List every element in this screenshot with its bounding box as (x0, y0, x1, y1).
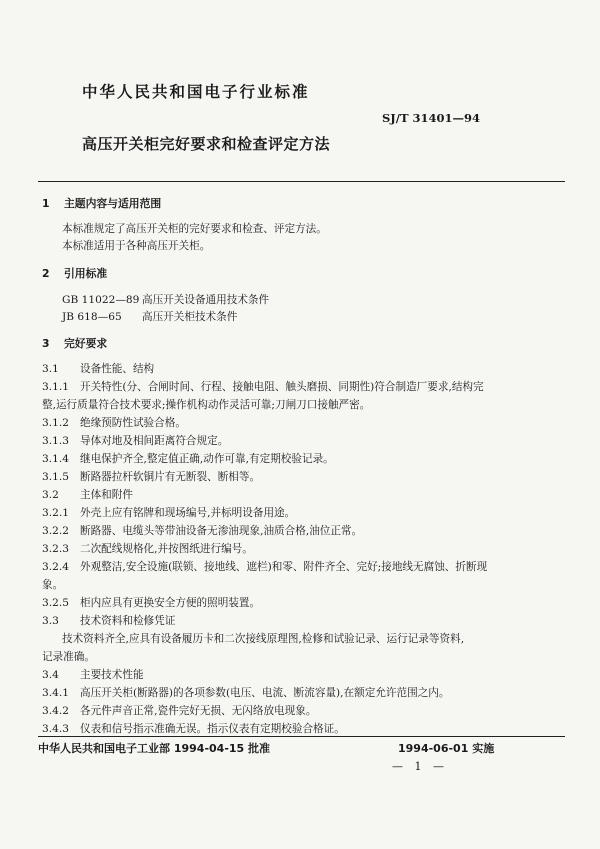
clause-line: 3.2.1 外壳上应有铭牌和现场编号,并标明设备用途。 (42, 507, 296, 519)
issuer-title: 中华人民共和国电子行业标准 (82, 83, 310, 101)
clause-line: 3.3 技术资料和检修凭证 (42, 615, 176, 627)
clause-line: 3.4.3 仪表和信号指示准确无误。指示仪表有定期校验合格证。 (42, 723, 345, 735)
clause-line: 3.2.5 柜内应具有更换安全方便的照明装置。 (42, 597, 261, 609)
implementation-date: 1994-06-01 实施 (398, 742, 495, 755)
approval-line: 中华人民共和国电子工业部 1994-04-15 批准 (38, 742, 271, 755)
paragraph: 本标准规定了高压开关柜的完好要求和检查、评定方法。 (62, 223, 327, 235)
reference-item (62, 292, 269, 307)
footer-divider (38, 736, 565, 737)
section-2-heading (42, 266, 107, 281)
clause-line: 技术资料齐全,应具有设备履历卡和二次接线原理图,检修和试验记录、运行记录等资料, (62, 633, 465, 645)
clause-line: 3.1.4 继电保护齐全,整定值正确,动作可靠,有定期校验记录。 (42, 453, 334, 465)
clause-line: 3.4.1 高压开关柜(断路器)的各项参数(电压、电流、断流容量),在额定允许范围之内。 (42, 687, 450, 699)
clause-line: 3.4 主要技术性能 (42, 669, 144, 681)
section-number: 3 (42, 337, 50, 350)
reference-code: JB 618—65 (62, 311, 122, 323)
clause-line: 3.2.3 二次配线规格化,并按图纸进行编号。 (42, 543, 253, 555)
clause-line: 3.1.5 断路器拉杆软铜片有无断裂、断相等。 (42, 471, 261, 483)
clause-line: 象。 (42, 579, 64, 591)
clause-line: 3.1 设备性能、结构 (42, 363, 155, 375)
section-number: 1 (42, 197, 50, 210)
header-divider (38, 181, 565, 182)
section-3-heading (42, 336, 107, 351)
clause-line: 整,运行质量符合技术要求;操作机构动作灵活可靠;刀闸刀口接触严密。 (42, 399, 371, 411)
standard-number: SJ/T 31401—94 (382, 111, 481, 125)
section-title: 主题内容与适用范围 (64, 197, 162, 210)
clause-line: 3.1.2 绝缘预防性试验合格。 (42, 417, 186, 429)
clause-line: 记录准确。 (42, 651, 95, 663)
section-1-heading (42, 196, 161, 211)
reference-title: 高压开关设备通用技术条件 (142, 294, 270, 306)
clause-line: 3.1.1 开关特性(分、合闸时间、行程、接触电阻、触头磨损、同期性)符合制造厂要求,结构完 (42, 381, 484, 393)
section-title: 完好要求 (64, 337, 108, 350)
page-number: — 1 — (392, 760, 448, 773)
document-title: 高压开关柜完好要求和检查评定方法 (82, 135, 331, 153)
clause-line: 3.2.2 断路器、电缆头等带油设备无渗油现象,油质合格,油位正常。 (42, 525, 363, 537)
reference-code: GB 11022—89 (62, 294, 140, 306)
paragraph: 本标准适用于各种高压开关柜。 (62, 240, 211, 252)
section-title: 引用标准 (64, 267, 108, 280)
clause-line: 3.2.4 外观整洁,安全设施(联锁、接地线、遮栏)和零、附件齐全、完好;接地线无腐蚀、折断现 (42, 561, 488, 573)
clause-line: 3.4.2 各元件声音正常,瓷件完好无损、无闪络放电现象。 (42, 705, 317, 717)
clause-line: 3.2 主体和附件 (42, 489, 133, 501)
reference-item (62, 309, 237, 324)
reference-title: 高压开关柜技术条件 (142, 311, 238, 323)
section-number: 2 (42, 267, 50, 280)
clause-line: 3.1.3 导体对地及相间距离符合规定。 (42, 435, 229, 447)
